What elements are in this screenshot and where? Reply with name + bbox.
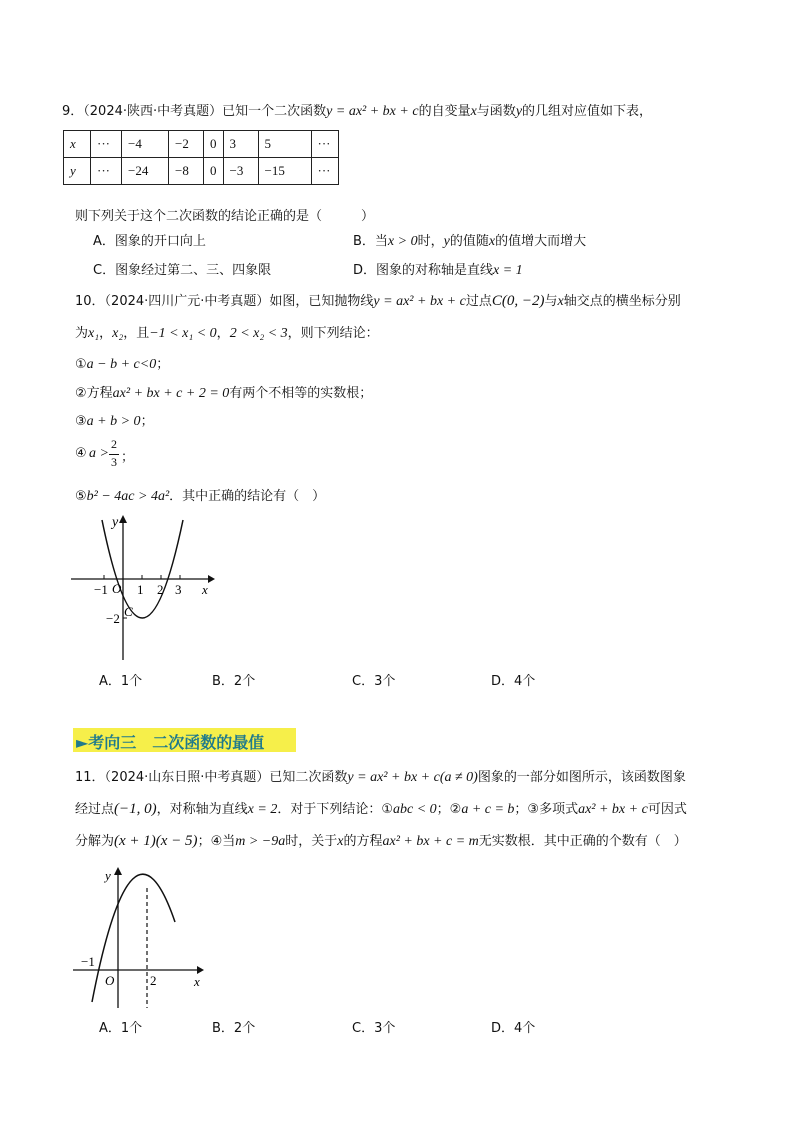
x-axis-arrow [197,966,204,974]
q10-answer-c[interactable]: C．3个 [352,674,396,689]
tick-label: −1 [81,954,95,969]
q10-statement-5 [75,485,325,505]
tick-label: −2 [106,611,120,626]
statement-math: ax² + bx + c + 2 = 0 [112,386,230,401]
statement-number: ⑤ [75,489,87,504]
q9-stem-text: 的自变量 [418,104,471,119]
point-c-label: C [124,604,133,619]
q9-stem [62,100,652,120]
q11-number: 11． [75,770,105,785]
q11-conclusion: ax² + bx + c = m [382,834,479,849]
table-cell: 0 [204,131,224,158]
q11-answer-b[interactable]: B．2个 [212,1021,256,1036]
table-cell: 0 [204,158,224,185]
q11-stem-text: 的方程 [343,834,383,849]
statement-math: a > [89,446,109,461]
table-cell: −8 [169,158,204,185]
q10-function: y = ax² + bx + c [373,294,466,309]
q10-stem-text: ， [99,326,113,341]
q11-stem-line2 [75,798,687,818]
tick-label: 2 [150,973,157,988]
q11-stem-text: 分解为 [75,834,115,849]
q10-var-x2: x₂ [112,326,124,341]
table-cell: ··· [91,131,122,158]
q10-point: C(0, −2) [491,293,545,309]
q10-var-x1: x₁ [88,326,100,341]
statement-text: ．其中正确的结论有（ ） [169,489,326,504]
table-cell: −3 [223,158,258,185]
fraction-numerator: 2 [111,437,117,451]
q10-stem-line2 [75,322,379,342]
y-axis-arrow [119,515,127,523]
fraction-denominator: 3 [111,455,117,469]
q11-stem-text: 时，关于 [285,834,338,849]
q9-stem-text: 与函数 [476,104,516,119]
q10-stem-text: 与 [544,294,558,309]
q10-stem-text: 为 [75,326,89,341]
q10-number: 10． [75,294,105,309]
q9-table-row-y [64,158,339,185]
q11-stem-text: ；③多项式 [514,802,579,817]
origin-label: O [105,973,115,988]
table-cell: −15 [258,158,311,185]
q11-stem-text: 已知二次函数 [269,770,348,785]
q11-stem-text: ；④当 [197,834,236,849]
q10-stem [75,290,681,310]
q9-option-c[interactable]: C．图象经过第二、三、四象限 [93,263,272,278]
q9-option-d[interactable] [353,259,523,279]
statement-number: ④ [75,446,87,461]
table-cell: −24 [122,158,169,185]
q11-conclusion: abc < 0 [392,802,437,817]
statement-text: ； [140,414,154,429]
q10-statement-1 [75,353,169,373]
q9-table-row-x [64,131,339,158]
q9-source: （2024·陕西·中考真题） [83,104,223,119]
q10-answer-b[interactable]: B．2个 [212,674,256,689]
q10-cond: 2 < x₂ < 3 [229,326,288,341]
y-axis-arrow [114,867,122,875]
q11-stem-text: 可因式 [647,802,687,817]
q9-question: 则下列关于这个二次函数的结论正确的是（ ） [75,209,375,224]
q11-conclusion: ax² + bx + c [578,802,648,817]
statement-text: ②方程 [75,386,113,401]
q10-statement-2 [75,382,372,402]
q11-conclusion: m > −9a [235,834,286,849]
q10-stem-text: ，则下列结论： [287,326,379,341]
option-text: 时， [417,234,444,249]
q10-parabola-graph [65,508,225,668]
q11-source: （2024·山东日照·中考真题） [104,770,270,785]
q11-answer-a[interactable]: A．1个 [99,1021,143,1036]
q11-conclusion: (x + 1)(x − 5) [114,833,198,849]
x-axis-label: x [202,582,208,597]
q11-function: y = ax² + bx + c(a ≠ 0) [347,770,478,785]
q10-answer-d[interactable]: D．4个 [491,674,536,689]
q11-point: (−1, 0) [114,801,157,817]
q11-stem-text: 图象的一部分如图所示，该函数图象 [477,770,686,785]
statement-text: 有两个不相等的实数根； [229,386,373,401]
q11-stem-text: ；② [436,802,462,817]
q9-var-x: x [470,104,477,119]
q9-value-table [63,130,339,185]
q11-var-x: x [337,834,344,849]
q10-answer-a[interactable]: A．1个 [99,674,143,689]
tick-label: 2 [157,582,164,597]
table-cell: 3 [223,131,258,158]
x-axis-arrow [208,575,215,583]
q9-var-y: y [515,104,523,119]
q11-stem-text: 无实数根．其中正确的个数有（ ） [478,834,687,849]
q9-number: 9． [62,104,84,119]
q9-option-b[interactable] [353,230,586,250]
tick-label: −1 [94,582,108,597]
option-math: x > 0 [387,234,418,249]
option-text: 的值随 [449,234,489,249]
table-cell: 5 [258,131,311,158]
q11-stem [75,766,686,786]
q11-stem-line3 [75,830,687,850]
q10-stem-text: 如图，已知抛物线 [269,294,374,309]
q9-option-a[interactable]: A．图象的开口向上 [93,234,206,249]
q10-stem-text: ， [216,326,230,341]
q10-source: （2024·四川广元·中考真题） [104,294,270,309]
q9-stem-text: 已知一个二次函数 [222,104,327,119]
statement-text: ； [156,357,170,372]
table-cell: x [64,131,91,158]
tick-label: 3 [175,582,182,597]
q10-stem-text: 轴交点的横坐标分别 [563,294,681,309]
q11-stem-text: ，对称轴为直线 [156,802,248,817]
statement-math: a − b + c<0 [86,357,157,372]
statement-math: a + b > 0 [86,414,141,429]
statement-text: ； [121,450,135,465]
option-math: x [488,234,496,249]
q11-stem-text: 经过点 [75,802,115,817]
option-math: y [443,234,450,249]
section-title: ►考向三 二次函数的最值 [76,733,265,752]
table-cell: −4 [122,131,169,158]
q10-stem-text: 过点 [465,294,492,309]
option-text: B．当 [353,234,388,249]
table-cell: ··· [311,158,338,185]
q9-stem-text: 的几组对应值如下表， [522,104,653,119]
x-axis-label: x [194,974,200,989]
q11-answer-d[interactable]: D．4个 [491,1021,536,1036]
q10-var-x: x [557,294,564,309]
y-axis-label: y [112,515,119,530]
statement-number: ① [75,357,87,372]
table-cell: ··· [311,131,338,158]
q11-axis: x = 2 [247,802,278,817]
option-math: x = 1 [493,263,523,278]
option-text: D．图象的对称轴是直线 [353,263,494,278]
q9-function: y = ax² + bx + c [326,104,419,119]
parabola-curve [102,520,183,618]
tick-label: 1 [137,582,144,597]
q11-conclusion: a + c = b [461,802,515,817]
statement-math: b² − 4ac > 4a² [86,489,170,504]
table-cell: y [64,158,91,185]
q11-stem-text: ．对于下列结论：① [277,802,393,817]
q10-cond: −1 < x₁ < 0 [149,326,217,341]
y-axis-label: y [105,868,111,883]
q11-parabola-graph [65,862,215,1012]
table-cell: −2 [169,131,204,158]
q10-statement-3 [75,410,154,430]
q10-stem-text: ，且 [123,326,150,341]
q11-answer-c[interactable]: C．3个 [352,1021,396,1036]
origin-label: O [112,581,122,596]
statement-number: ③ [75,414,87,429]
table-cell: ··· [91,158,122,185]
option-text: 的值增大而增大 [495,234,587,249]
